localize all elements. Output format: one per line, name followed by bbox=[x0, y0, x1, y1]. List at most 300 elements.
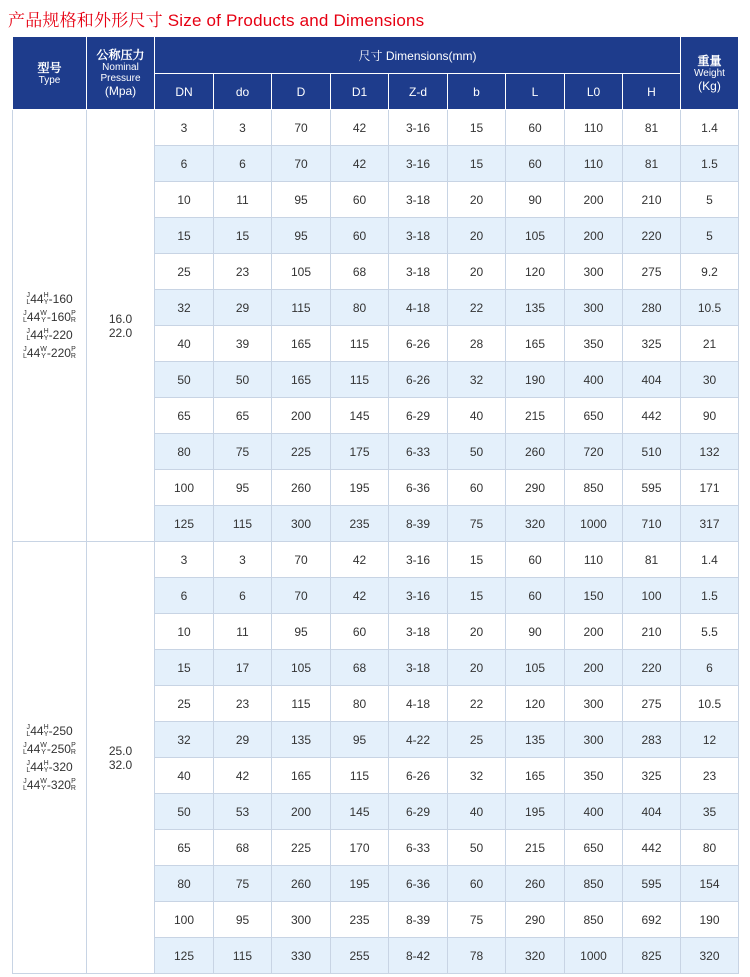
column-header-d1: D1 bbox=[331, 74, 389, 110]
cell-zd: 4-18 bbox=[389, 290, 448, 326]
cell-weight: 6 bbox=[681, 650, 739, 686]
cell-d1: 115 bbox=[331, 758, 389, 794]
model-stacked-top: J bbox=[23, 310, 27, 317]
cell-d1: 145 bbox=[331, 794, 389, 830]
model-dash: - bbox=[48, 724, 53, 739]
cell-weight: 80 bbox=[681, 830, 739, 866]
cell-d: 95 bbox=[272, 218, 331, 254]
type-header bbox=[13, 37, 87, 110]
cell-do: 3 bbox=[214, 110, 272, 146]
cell-dn: 3 bbox=[155, 542, 214, 578]
cell-d1: 68 bbox=[331, 254, 389, 290]
cell-do: 29 bbox=[214, 290, 272, 326]
model-stacked-bottom: Y bbox=[43, 731, 49, 739]
cell-do: 65 bbox=[214, 398, 272, 434]
cell-zd: 6-33 bbox=[389, 830, 448, 866]
cell-b: 60 bbox=[448, 470, 506, 506]
model-series: 44 bbox=[26, 742, 41, 756]
cell-l: 60 bbox=[506, 542, 565, 578]
cell-d: 95 bbox=[272, 614, 331, 650]
cell-h: 595 bbox=[623, 866, 681, 902]
cell-l: 165 bbox=[506, 758, 565, 794]
cell-do: 68 bbox=[214, 830, 272, 866]
cell-zd: 3-18 bbox=[389, 254, 448, 290]
cell-b: 75 bbox=[448, 506, 506, 542]
cell-b: 20 bbox=[448, 614, 506, 650]
model-stacked-bottom: Y bbox=[41, 317, 46, 324]
model-stacked-top: H bbox=[43, 292, 49, 300]
cell-d: 115 bbox=[272, 290, 331, 326]
model-stacked-suffix bbox=[71, 778, 76, 792]
cell-b: 22 bbox=[448, 290, 506, 326]
cell-d1: 255 bbox=[331, 938, 389, 974]
cell-l0: 200 bbox=[565, 614, 623, 650]
cell-h: 210 bbox=[623, 182, 681, 218]
model-stacked-bottom: Y bbox=[41, 352, 46, 360]
cell-zd: 4-18 bbox=[389, 686, 448, 722]
cell-weight: 1.5 bbox=[681, 146, 739, 182]
cell-zd: 6-33 bbox=[389, 434, 448, 470]
cell-zd: 3-16 bbox=[389, 542, 448, 578]
cell-weight: 5 bbox=[681, 218, 739, 254]
cell-weight: 21 bbox=[681, 326, 739, 362]
cell-l0: 1000 bbox=[565, 506, 623, 542]
cell-do: 15 bbox=[214, 218, 272, 254]
cell-weight: 320 bbox=[681, 938, 739, 974]
cell-dn: 80 bbox=[155, 434, 214, 470]
model-pressure-class: 250 bbox=[50, 742, 71, 756]
cell-h: 220 bbox=[623, 650, 681, 686]
model-dash: - bbox=[46, 345, 51, 360]
pressure-cell bbox=[87, 110, 155, 542]
cell-l0: 400 bbox=[565, 794, 623, 830]
cell-h: 404 bbox=[623, 362, 681, 398]
cell-zd: 3-16 bbox=[389, 578, 448, 614]
model-stacked-bottom: Y bbox=[43, 299, 49, 307]
cell-do: 95 bbox=[214, 902, 272, 938]
cell-l: 105 bbox=[506, 650, 565, 686]
cell-l0: 200 bbox=[565, 182, 623, 218]
model-stacked-top: J bbox=[26, 724, 31, 732]
cell-b: 15 bbox=[448, 578, 506, 614]
column-header-zd: Z-d bbox=[389, 74, 448, 110]
cell-dn: 10 bbox=[155, 182, 214, 218]
cell-l: 165 bbox=[506, 326, 565, 362]
cell-d1: 60 bbox=[331, 614, 389, 650]
table-row bbox=[13, 542, 739, 578]
column-header-dn: DN bbox=[155, 74, 214, 110]
model-stacked-suffix bbox=[71, 346, 76, 360]
cell-h: 81 bbox=[623, 110, 681, 146]
cell-b: 20 bbox=[448, 650, 506, 686]
cell-weight: 5 bbox=[681, 182, 739, 218]
cell-l: 135 bbox=[506, 290, 565, 326]
cell-weight: 35 bbox=[681, 794, 739, 830]
model-stacked-top: J bbox=[23, 742, 27, 749]
cell-dn: 15 bbox=[155, 218, 214, 254]
cell-d1: 80 bbox=[331, 290, 389, 326]
type-cell bbox=[13, 110, 87, 542]
cell-dn: 10 bbox=[155, 614, 214, 650]
cell-dn: 50 bbox=[155, 794, 214, 830]
model-stacked-material bbox=[40, 346, 47, 360]
pressure-header-en1: Nominal bbox=[102, 62, 139, 73]
cell-dn: 65 bbox=[155, 830, 214, 866]
cell-d: 165 bbox=[272, 758, 331, 794]
cell-l: 190 bbox=[506, 362, 565, 398]
model-code bbox=[13, 326, 86, 343]
cell-l0: 110 bbox=[565, 542, 623, 578]
model-code bbox=[13, 308, 86, 325]
cell-l0: 300 bbox=[565, 290, 623, 326]
cell-l: 260 bbox=[506, 866, 565, 902]
cell-l0: 850 bbox=[565, 866, 623, 902]
model-pressure-class: 320 bbox=[52, 759, 73, 774]
cell-d1: 235 bbox=[331, 506, 389, 542]
pressure-value: 16.0 bbox=[108, 311, 133, 326]
cell-zd: 6-36 bbox=[389, 470, 448, 506]
cell-zd: 6-26 bbox=[389, 362, 448, 398]
pressure-value: 32.0 bbox=[108, 757, 133, 772]
model-pressure-class: 160 bbox=[50, 310, 71, 324]
cell-weight: 190 bbox=[681, 902, 739, 938]
cell-l: 215 bbox=[506, 830, 565, 866]
model-pressure-class: 220 bbox=[52, 327, 73, 342]
cell-zd: 6-26 bbox=[389, 326, 448, 362]
pressure-header-en2: Pressure bbox=[100, 73, 141, 84]
cell-b: 60 bbox=[448, 866, 506, 902]
column-header-b: b bbox=[448, 74, 506, 110]
cell-do: 11 bbox=[214, 182, 272, 218]
cell-d: 105 bbox=[272, 254, 331, 290]
cell-weight: 10.5 bbox=[681, 686, 739, 722]
cell-h: 510 bbox=[623, 434, 681, 470]
model-stacked-bottom: Y bbox=[41, 749, 46, 756]
cell-dn: 80 bbox=[155, 866, 214, 902]
model-code bbox=[13, 758, 86, 775]
model-stacked-bottom: Y bbox=[41, 784, 46, 792]
model-stacked-bottom: R bbox=[70, 784, 76, 792]
cell-h: 442 bbox=[623, 830, 681, 866]
cell-d: 135 bbox=[272, 722, 331, 758]
cell-weight: 132 bbox=[681, 434, 739, 470]
model-stacked-bottom: R bbox=[70, 749, 76, 756]
cell-do: 17 bbox=[214, 650, 272, 686]
cell-d: 260 bbox=[272, 866, 331, 902]
model-stacked-material bbox=[40, 742, 47, 756]
cell-l: 290 bbox=[506, 470, 565, 506]
cell-l: 60 bbox=[506, 110, 565, 146]
pressure-value: 22.0 bbox=[108, 325, 133, 340]
cell-d: 330 bbox=[272, 938, 331, 974]
cell-weight: 23 bbox=[681, 758, 739, 794]
cell-d: 200 bbox=[272, 794, 331, 830]
cell-l0: 110 bbox=[565, 110, 623, 146]
cell-zd: 3-16 bbox=[389, 146, 448, 182]
cell-l0: 850 bbox=[565, 902, 623, 938]
model-stacked-top: W bbox=[40, 777, 47, 785]
cell-l: 60 bbox=[506, 146, 565, 182]
cell-dn: 65 bbox=[155, 398, 214, 434]
cell-d1: 175 bbox=[331, 434, 389, 470]
cell-d1: 170 bbox=[331, 830, 389, 866]
column-header-h: H bbox=[623, 74, 681, 110]
cell-dn: 100 bbox=[155, 470, 214, 506]
model-series: 44 bbox=[26, 777, 41, 792]
cell-weight: 1.5 bbox=[681, 578, 739, 614]
cell-d1: 60 bbox=[331, 218, 389, 254]
cell-weight: 1.4 bbox=[681, 110, 739, 146]
cell-dn: 6 bbox=[155, 146, 214, 182]
cell-d: 115 bbox=[272, 686, 331, 722]
cell-zd: 4-22 bbox=[389, 722, 448, 758]
weight-header-en: Weight bbox=[694, 67, 725, 79]
dimensions-header: 尺寸 Dimensions(mm) bbox=[155, 37, 681, 74]
model-code bbox=[13, 344, 86, 361]
model-stacked-top: J bbox=[26, 292, 31, 300]
model-dash: - bbox=[48, 327, 53, 342]
model-dash: - bbox=[48, 759, 53, 774]
model-dash: - bbox=[46, 777, 51, 792]
cell-zd: 3-18 bbox=[389, 218, 448, 254]
cell-l0: 720 bbox=[565, 434, 623, 470]
model-dash: - bbox=[48, 292, 53, 307]
cell-weight: 9.2 bbox=[681, 254, 739, 290]
cell-l: 135 bbox=[506, 722, 565, 758]
page-title: 产品规格和外形尺寸 Size of Products and Dimensions bbox=[8, 11, 425, 30]
column-header-l0: L0 bbox=[565, 74, 623, 110]
model-stacked-bottom: L bbox=[26, 731, 31, 739]
cell-h: 325 bbox=[623, 326, 681, 362]
cell-do: 3 bbox=[214, 542, 272, 578]
cell-do: 23 bbox=[214, 254, 272, 290]
pressure-header-cn: 公称压力 bbox=[96, 48, 145, 62]
cell-dn: 40 bbox=[155, 758, 214, 794]
model-stacked-top: J bbox=[26, 327, 31, 335]
cell-b: 28 bbox=[448, 326, 506, 362]
cell-b: 15 bbox=[448, 542, 506, 578]
cell-dn: 50 bbox=[155, 362, 214, 398]
cell-d1: 60 bbox=[331, 182, 389, 218]
cell-l0: 300 bbox=[565, 254, 623, 290]
cell-d1: 115 bbox=[331, 362, 389, 398]
cell-b: 15 bbox=[448, 146, 506, 182]
model-stacked-bottom: L bbox=[26, 299, 31, 307]
type-header-cn: 型号 bbox=[37, 60, 62, 75]
cell-dn: 100 bbox=[155, 902, 214, 938]
cell-h: 81 bbox=[623, 542, 681, 578]
cell-zd: 8-42 bbox=[389, 938, 448, 974]
cell-l: 260 bbox=[506, 434, 565, 470]
cell-dn: 125 bbox=[155, 938, 214, 974]
column-header-l: L bbox=[506, 74, 565, 110]
model-stacked-top: P bbox=[71, 310, 76, 317]
model-stacked-bottom: L bbox=[26, 766, 31, 774]
cell-zd: 3-16 bbox=[389, 110, 448, 146]
pressure-header-unit: (Mpa) bbox=[104, 84, 137, 98]
cell-d: 70 bbox=[272, 110, 331, 146]
cell-l: 120 bbox=[506, 686, 565, 722]
model-code bbox=[13, 776, 86, 793]
model-stacked-bottom: L bbox=[23, 352, 27, 360]
cell-l0: 300 bbox=[565, 686, 623, 722]
cell-weight: 5.5 bbox=[681, 614, 739, 650]
cell-do: 75 bbox=[214, 866, 272, 902]
model-series: 44 bbox=[26, 310, 41, 324]
pressure-cell bbox=[87, 542, 155, 974]
model-stacked-bottom: Y bbox=[43, 766, 49, 774]
model-stacked-bottom: L bbox=[26, 334, 31, 342]
cell-l0: 150 bbox=[565, 578, 623, 614]
cell-dn: 32 bbox=[155, 722, 214, 758]
cell-b: 22 bbox=[448, 686, 506, 722]
cell-h: 283 bbox=[623, 722, 681, 758]
cell-zd: 8-39 bbox=[389, 902, 448, 938]
model-stacked-bottom: R bbox=[70, 317, 76, 324]
model-stacked-material bbox=[40, 310, 47, 324]
model-code bbox=[13, 740, 86, 757]
cell-d1: 115 bbox=[331, 326, 389, 362]
cell-l0: 1000 bbox=[565, 938, 623, 974]
model-stacked-top: H bbox=[43, 724, 49, 732]
model-stacked-top: W bbox=[40, 345, 47, 353]
cell-d: 300 bbox=[272, 506, 331, 542]
type-cell bbox=[13, 542, 87, 974]
cell-do: 115 bbox=[214, 938, 272, 974]
cell-dn: 15 bbox=[155, 650, 214, 686]
cell-dn: 25 bbox=[155, 686, 214, 722]
cell-b: 78 bbox=[448, 938, 506, 974]
cell-dn: 125 bbox=[155, 506, 214, 542]
model-dash: - bbox=[46, 310, 51, 324]
cell-d1: 80 bbox=[331, 686, 389, 722]
model-stacked-bottom: L bbox=[23, 784, 27, 792]
cell-zd: 3-18 bbox=[389, 650, 448, 686]
cell-d1: 235 bbox=[331, 902, 389, 938]
model-stacked-top: H bbox=[43, 759, 49, 767]
model-stacked-material bbox=[40, 778, 47, 792]
model-stacked-suffix bbox=[71, 310, 76, 324]
column-header-d: D bbox=[272, 74, 331, 110]
model-code bbox=[13, 722, 86, 739]
cell-d: 165 bbox=[272, 362, 331, 398]
cell-zd: 6-36 bbox=[389, 866, 448, 902]
cell-l0: 400 bbox=[565, 362, 623, 398]
cell-do: 42 bbox=[214, 758, 272, 794]
cell-do: 75 bbox=[214, 434, 272, 470]
cell-do: 23 bbox=[214, 686, 272, 722]
model-stacked-suffix bbox=[71, 742, 76, 756]
cell-h: 275 bbox=[623, 254, 681, 290]
model-stacked-top: J bbox=[23, 777, 27, 785]
model-stacked-bottom: R bbox=[70, 352, 76, 360]
cell-d: 95 bbox=[272, 182, 331, 218]
cell-l: 120 bbox=[506, 254, 565, 290]
cell-h: 210 bbox=[623, 614, 681, 650]
cell-zd: 6-26 bbox=[389, 758, 448, 794]
cell-d: 70 bbox=[272, 578, 331, 614]
type-header-en: Type bbox=[38, 74, 61, 86]
cell-b: 75 bbox=[448, 902, 506, 938]
cell-l0: 300 bbox=[565, 722, 623, 758]
model-stacked-top: P bbox=[71, 777, 76, 785]
model-pressure-class: 160 bbox=[52, 292, 73, 307]
cell-h: 325 bbox=[623, 758, 681, 794]
cell-dn: 40 bbox=[155, 326, 214, 362]
cell-weight: 317 bbox=[681, 506, 739, 542]
cell-d: 70 bbox=[272, 542, 331, 578]
cell-l0: 650 bbox=[565, 398, 623, 434]
cell-weight: 1.4 bbox=[681, 542, 739, 578]
cell-d: 225 bbox=[272, 830, 331, 866]
cell-b: 50 bbox=[448, 434, 506, 470]
model-stacked-top: J bbox=[26, 759, 31, 767]
cell-h: 442 bbox=[623, 398, 681, 434]
cell-d: 300 bbox=[272, 902, 331, 938]
cell-h: 100 bbox=[623, 578, 681, 614]
model-code bbox=[13, 290, 86, 307]
cell-b: 40 bbox=[448, 794, 506, 830]
cell-d1: 195 bbox=[331, 866, 389, 902]
pressure-value: 25.0 bbox=[108, 743, 133, 758]
cell-zd: 6-29 bbox=[389, 794, 448, 830]
cell-b: 32 bbox=[448, 362, 506, 398]
cell-dn: 32 bbox=[155, 290, 214, 326]
cell-do: 50 bbox=[214, 362, 272, 398]
model-pressure-class: 250 bbox=[52, 724, 73, 739]
cell-zd: 3-18 bbox=[389, 614, 448, 650]
cell-d1: 68 bbox=[331, 650, 389, 686]
cell-dn: 3 bbox=[155, 110, 214, 146]
weight-header-cn: 重量 bbox=[697, 53, 722, 68]
cell-dn: 25 bbox=[155, 254, 214, 290]
cell-l0: 850 bbox=[565, 470, 623, 506]
cell-d1: 95 bbox=[331, 722, 389, 758]
cell-dn: 6 bbox=[155, 578, 214, 614]
cell-d1: 42 bbox=[331, 542, 389, 578]
model-series: 44 bbox=[30, 327, 44, 342]
cell-b: 20 bbox=[448, 254, 506, 290]
cell-l: 90 bbox=[506, 614, 565, 650]
cell-d1: 42 bbox=[331, 146, 389, 182]
model-stacked-top: P bbox=[71, 345, 76, 353]
cell-d1: 42 bbox=[331, 110, 389, 146]
cell-do: 95 bbox=[214, 470, 272, 506]
cell-l0: 110 bbox=[565, 146, 623, 182]
cell-l: 320 bbox=[506, 506, 565, 542]
cell-do: 53 bbox=[214, 794, 272, 830]
cell-h: 220 bbox=[623, 218, 681, 254]
cell-b: 20 bbox=[448, 218, 506, 254]
cell-do: 29 bbox=[214, 722, 272, 758]
model-stacked-top: J bbox=[23, 345, 27, 353]
weight-header-unit: (Kg) bbox=[698, 78, 721, 93]
model-series: 44 bbox=[26, 345, 41, 360]
model-stacked-bottom: L bbox=[23, 317, 27, 324]
cell-l0: 350 bbox=[565, 758, 623, 794]
cell-do: 39 bbox=[214, 326, 272, 362]
cell-weight: 154 bbox=[681, 866, 739, 902]
cell-b: 15 bbox=[448, 110, 506, 146]
cell-b: 50 bbox=[448, 830, 506, 866]
cell-h: 825 bbox=[623, 938, 681, 974]
cell-do: 115 bbox=[214, 506, 272, 542]
cell-h: 595 bbox=[623, 470, 681, 506]
cell-weight: 30 bbox=[681, 362, 739, 398]
spec-table bbox=[12, 36, 739, 974]
cell-d: 200 bbox=[272, 398, 331, 434]
cell-l0: 200 bbox=[565, 650, 623, 686]
